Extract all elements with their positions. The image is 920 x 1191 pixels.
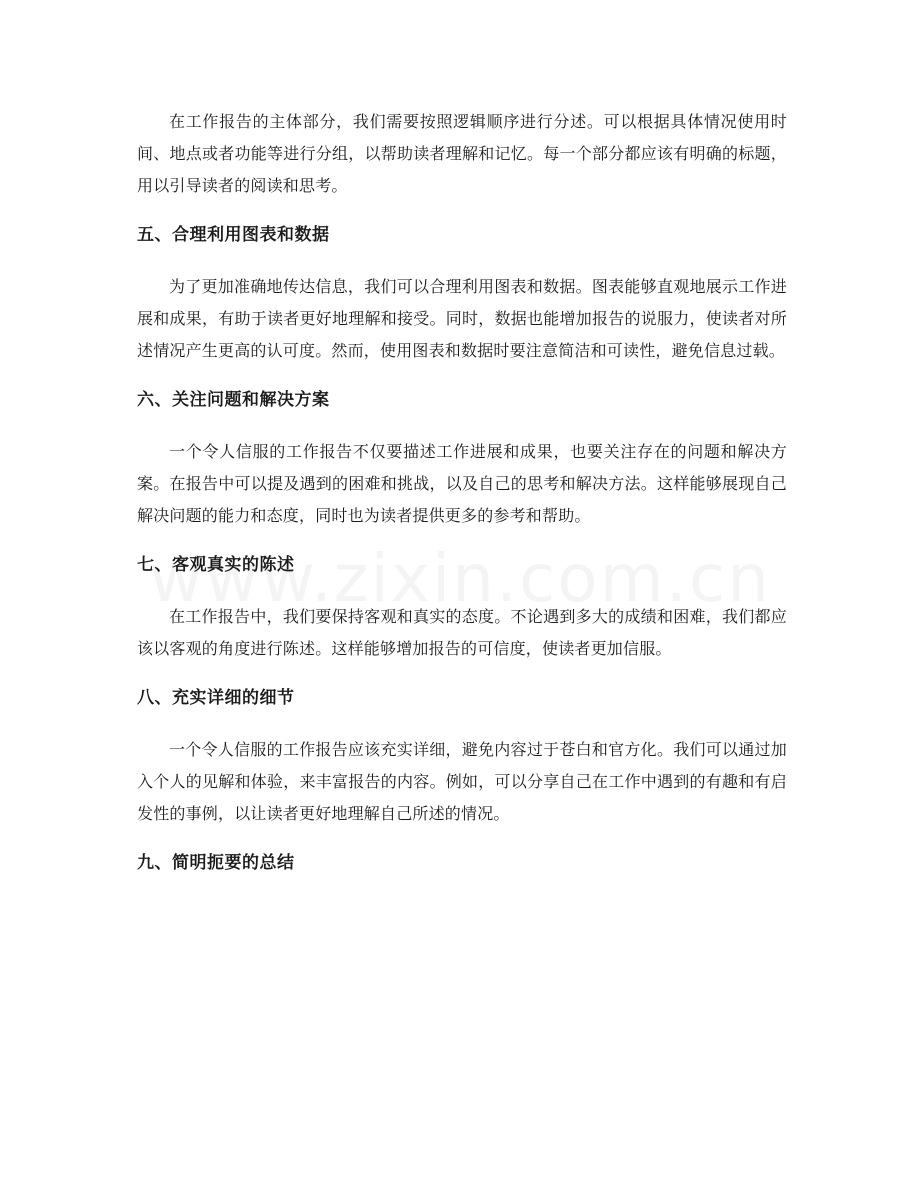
section-heading-9: 九、简明扼要的总结 — [137, 853, 295, 873]
section-paragraph-6: 一个令人信服的工作报告不仅要描述工作进展和成果，也要关注存在的问题和解决方案。在报告中可以提及遇到的困难和挑战，以及自己的思考和解决方法。这样能够展现自己解决问题的能力和态度，同时也为读者提供更多的参考和帮助。 — [137, 442, 787, 525]
document-body — [137, 106, 787, 879]
section-paragraph-7: 在工作报告中，我们要保持客观和真实的态度。不论遇到多大的成绩和困难，我们都应该以客观的角度进行陈述。这样能够增加报告的可信度，使读者更加信服。 — [137, 607, 787, 658]
section-heading-8: 八、充实详细的细节 — [137, 688, 295, 708]
section-heading-5: 五、合理利用图表和数据 — [137, 225, 330, 245]
section-heading-7: 七、客观真实的陈述 — [137, 555, 295, 575]
section-paragraph-8: 一个令人信服的工作报告应该充实详细，避免内容过于苍白和官方化。我们可以通过加入个人的见解和体验，来丰富报告的内容。例如，可以分享自己在工作中遇到的有趣和有启发性的事例，以让读者更好地理解自己所述的情况。 — [137, 740, 787, 823]
intro-paragraph: 在工作报告的主体部分，我们需要按照逻辑顺序进行分述。可以根据具体情况使用时间、地点或者功能等进行分组，以帮助读者理解和记忆。每一个部分都应该有明确的标题，用以引导读者的阅读和思考。 — [137, 112, 787, 195]
section-paragraph-5: 为了更加准确地传达信息，我们可以合理利用图表和数据。图表能够直观地展示工作进展和成果，有助于读者更好地理解和接受。同时，数据也能增加报告的说服力，使读者对所述情况产生更高的认可度。然而，使用图表和数据时要注意简洁和可读性，避免信息过载。 — [137, 277, 787, 360]
section-heading-6: 六、关注问题和解决方案 — [137, 390, 330, 410]
